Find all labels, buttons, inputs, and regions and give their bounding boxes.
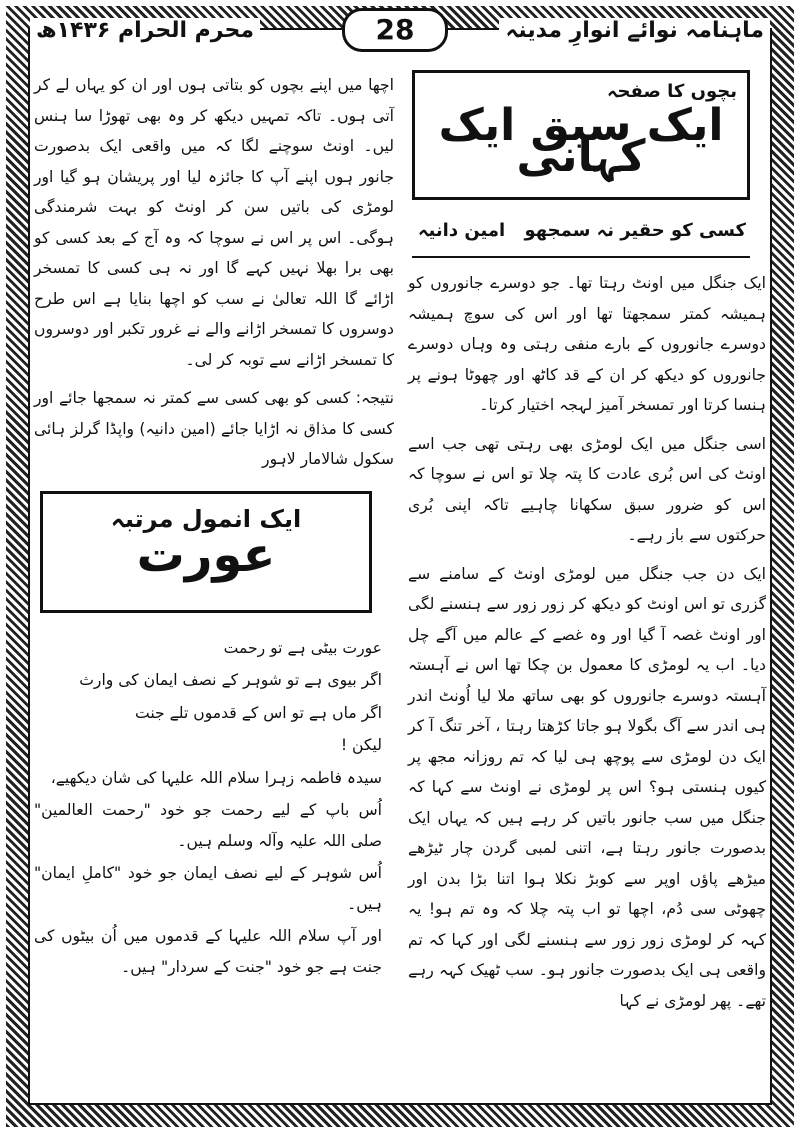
byline-divider <box>412 256 750 258</box>
article-body <box>34 633 394 983</box>
section-label: بچوں کا صفحہ <box>606 81 737 102</box>
issue-date: محرم الحرام ۱۴۳۶ھ <box>30 18 260 43</box>
article-line: لیکن ! <box>340 736 382 754</box>
story-paragraph: ایک جنگل میں اونٹ رہتا تھا۔ جو دوسرے جانوروں کو ہمیشہ کمتر سمجھتا تھا اور اس کی سوچ ہمیشہ دوسرے جانوروں کے بارے منفی رہتی وہ وہاں دوسرے جانوروں کو دیکھ کر ان کے قد کاٹھ اور چھوٹا ہونے پر ہنسا کرتا اور تمسخر آمیز لہجہ اختیار کرتا۔ <box>408 274 766 414</box>
article-line: اور آپ سلام اللہ علیہا کے قدموں میں اُن بیٹوں کی جنت ہے جو خود "جنت کے سردار" ہیں۔ <box>34 927 382 976</box>
article-kicker: ایک انمول مرتبہ <box>110 504 302 533</box>
left-column <box>34 70 394 984</box>
story-paragraph: ایک دن جب جنگل میں لومڑی اونٹ کے سامنے سے گزری تو اس اونٹ کو دیکھ کر زور زور سے ہنسنے لگی اور اونٹ غصہ آ گیا اور وہ غصے کے عالم میں آگے چل دیا۔ اب یہ لومڑی کا معمول بن چکا تھا اس نے آہستہ آہستہ دوسرے جانوروں کو بھی ساتھ ملا لیا اُونٹ اندر ہی اندر سے آگ بگولا ہو جاتا کڑھتا رہتا ، آخر تنگ آ کر ایک دن لومڑی سے پوچھ ہی لیا کہ تم روزانہ مجھ پر کیوں ہنستی ہو؟ اس پر لومڑی نے اونٹ سے کہا کہ جنگل میں سب جانور باتیں کر رہے ہیں کہ یہاں ایک بدصورت جانور رہتا ہے، اتنی لمبی گردن چار ٹیڑھے میڑھے پاؤں اوپر سے کوبڑ نکلا ہوا اتنا بڑا بدن اور چھوٹی سی دُم، اچھا تو اب پتہ چلا کہ وہ تم ہو! یہ کہہ کر لومڑی زور زور سے ہنسنے لگی اور کہا کہ تم واقعی ہی ایک بدصورت جانور ہو۔ سب ٹھیک کہہ رہے تھے۔ پھر لومڑی نے کہا <box>408 564 766 1010</box>
right-column <box>408 70 766 1024</box>
article-title-box <box>40 491 372 613</box>
article-line: اگر بیوی ہے تو شوہر کے نصف ایمان کی وارث <box>79 671 382 689</box>
article-line: اگر ماں ہے تو اس کے قدموں تلے جنت <box>135 703 382 722</box>
article-line: سیدہ فاطمہ زہرا سلام اللہ علیہا کی شان دیکھیے، <box>50 768 382 787</box>
article-line: اُس شوہر کے لیے نصف ایمان جو خود "کاملِ ایمان" ہیں۔ <box>34 864 382 913</box>
story-moral: نتیجہ: کسی کو بھی کسی سے کمتر نہ سمجھا جائے اور کسی کا مذاق نہ اڑایا جائے (امین دانیہ) واپڈا گرلز ہائی سکول شالامار لاہور <box>34 389 394 468</box>
article-line: اُس باپ کے لیے رحمت جو خود "رحمت العالمین" صلی اللہ علیہ وآلہ وسلم ہیں۔ <box>34 801 382 850</box>
byline <box>408 210 766 256</box>
story-paragraph: اسی جنگل میں ایک لومڑی بھی رہتی تھی جب اسے اونٹ کی اس بُری عادت کا پتہ چلا تو اس نے سوچا کہ اس کو ضرور سبق سکھانا چاہیے تاکہ اپنی بُری حرکتوں سے باز رہے۔ <box>408 434 766 544</box>
article-title: عورت <box>136 526 276 583</box>
story-title-box <box>412 70 750 200</box>
page-number: 28 <box>342 8 448 52</box>
story-tagline: کسی کو حقیر نہ سمجھو <box>524 220 746 241</box>
story-paragraph: اچھا میں اپنے بچوں کو بتاتی ہوں اور ان کو یہاں لے کر آتی ہوں۔ تاکہ تمہیں دیکھ کر وہ بھی تھوڑا سا ہنس لیں۔ اونٹ سوچنے لگا کہ میں واقعی ایک بدصورت جانور ہوں اپنے آپ کا جائزہ لیا اور پریشان ہو گیا اور لومڑی کی باتیں سن کر اونٹ کو بہت شرمندگی ہوگی۔ اس پر اس نے سوچا کہ وہ آج کے بعد کسی کو بھی برا بھلا نہیں کہے گا اور نہ ہی کسی کا تمسخر اڑائے گا اللہ تعالیٰ نے سب کو اچھا بنایا ہے اس طرح دوسروں کا تمسخر اڑانے والے نے غرور تکبر اور دوسروں کا تمسخر اڑانے سے توبہ کر لی۔ <box>34 76 394 369</box>
article-line: عورت بیٹی ہے تو رحمت <box>223 638 382 657</box>
story-author: امین دانیہ <box>418 220 506 241</box>
story-title: ایک سبق ایک کہانی <box>438 100 724 182</box>
magazine-name: ماہنامہ نوائے انوارِ مدینہ <box>499 18 770 43</box>
